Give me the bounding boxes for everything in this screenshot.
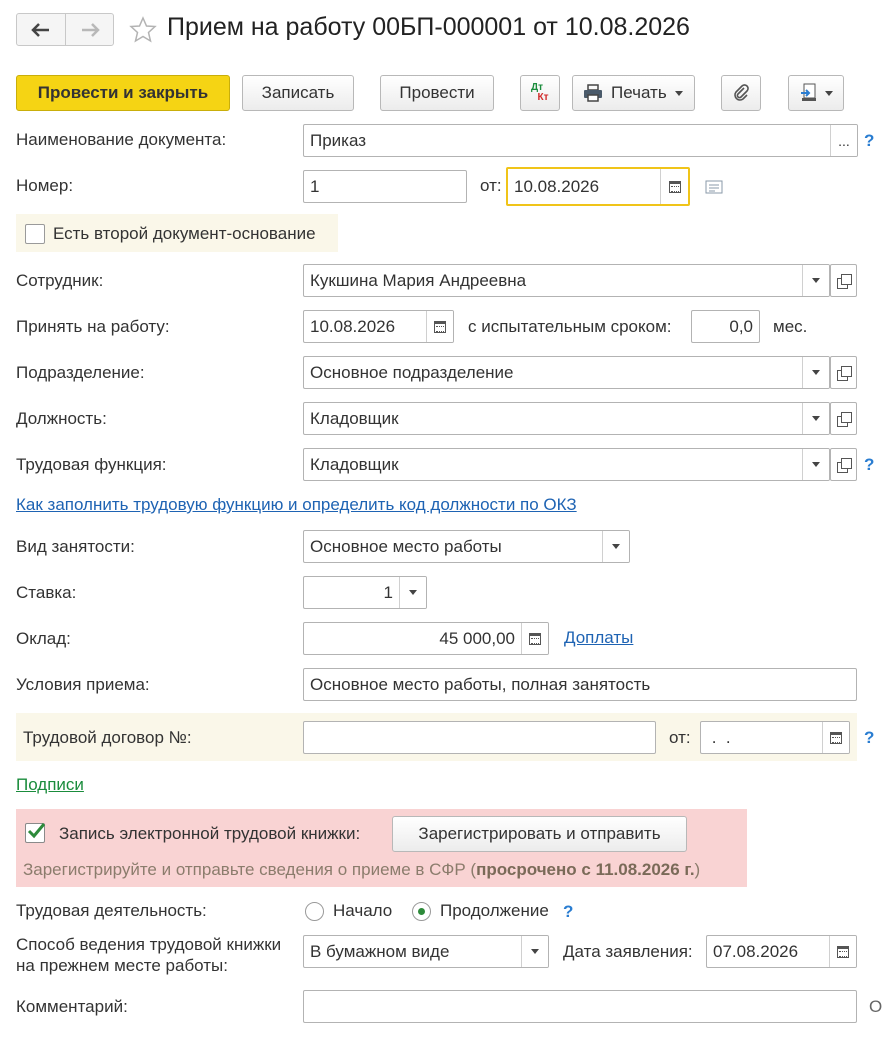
register-and-send-button[interactable]: Зарегистрировать и отправить: [392, 816, 687, 852]
hire-label: Принять на работу:: [16, 317, 170, 336]
activity-start-radio[interactable]: [305, 902, 324, 921]
months-label: мес.: [773, 317, 808, 336]
help-icon[interactable]: ?: [864, 728, 875, 747]
arrow-right-icon: [80, 23, 100, 37]
dept-open-button[interactable]: [830, 356, 857, 389]
second-basis-checkbox[interactable]: [25, 224, 45, 244]
doc-name-value: Приказ: [310, 130, 367, 150]
book-method-label-line2: на прежнем месте работы:: [16, 956, 228, 975]
open-window-icon: [837, 412, 851, 426]
position-open-button[interactable]: [830, 402, 857, 435]
dept-value: Основное подразделение: [310, 362, 514, 382]
probation-label: с испытательным сроком:: [468, 317, 672, 336]
dt-label: Дт: [530, 82, 544, 93]
activity-label: Трудовая деятельность:: [16, 901, 207, 920]
open-window-icon: [837, 458, 851, 472]
dept-field[interactable]: [303, 356, 830, 389]
dept-dropdown-button[interactable]: [802, 357, 829, 388]
employee-label: Сотрудник:: [16, 271, 104, 290]
document-export-icon: [799, 83, 819, 103]
rate-value: 1: [383, 582, 393, 602]
chevron-down-icon: [531, 949, 539, 954]
salary-value: 45 000,00: [439, 628, 515, 648]
dept-label: Подразделение:: [16, 363, 145, 382]
contract-number-field[interactable]: [303, 721, 656, 754]
contract-date-value: . .: [707, 727, 731, 747]
rate-field[interactable]: [303, 576, 427, 609]
help-icon[interactable]: ?: [563, 902, 574, 921]
employee-value: Кукшина Мария Андреевна: [310, 270, 527, 290]
labor-function-field[interactable]: [303, 448, 830, 481]
contract-from-label: от:: [669, 728, 691, 747]
arrow-left-icon: [31, 23, 51, 37]
conditions-value: Основное место работы, полная занятость: [310, 674, 651, 694]
calendar-icon: [669, 181, 681, 193]
print-button[interactable]: [572, 75, 695, 111]
etk-warning-main: Зарегистрируйте и отправьте сведения о приеме в СФР (: [23, 860, 477, 879]
etk-label: Запись электронной трудовой книжки:: [59, 824, 361, 843]
contract-label: Трудовой договор №:: [23, 728, 192, 747]
calendar-button[interactable]: [660, 169, 688, 204]
page-title: Прием на работу 00БП-000001 от 10.08.2026: [167, 13, 690, 41]
conditions-label: Условия приема:: [16, 675, 150, 694]
list-icon[interactable]: [705, 180, 723, 194]
etk-warning-text: [23, 860, 700, 880]
post-button[interactable]: Провести: [380, 75, 494, 111]
position-value: Кладовщик: [310, 408, 399, 428]
calendar-icon: [434, 321, 446, 333]
activity-start-label[interactable]: Начало: [333, 901, 393, 920]
probation-field[interactable]: [691, 310, 760, 343]
employment-type-dropdown-button[interactable]: [602, 531, 629, 562]
chevron-down-icon: [812, 278, 820, 283]
document-date-field[interactable]: [506, 167, 690, 206]
hire-date-value: 10.08.2026: [310, 316, 396, 336]
document-date-value: 10.08.2026: [514, 176, 600, 196]
employment-type-label: Вид занятости:: [16, 537, 135, 556]
calculator-icon: [529, 633, 541, 645]
position-label: Должность:: [16, 409, 107, 428]
etk-warning-end: ): [694, 860, 701, 879]
calendar-icon: [837, 946, 849, 958]
printer-icon: [583, 84, 603, 102]
ellipsis-icon: ...: [838, 132, 850, 149]
save-button[interactable]: Записать: [242, 75, 354, 111]
etk-overdue: просрочено с 11.08.2026 г.: [476, 860, 695, 879]
chevron-down-icon: [812, 416, 820, 421]
employee-field[interactable]: [303, 264, 830, 297]
doc-name-field[interactable]: [303, 124, 858, 157]
salary-label: Оклад:: [16, 629, 71, 648]
chevron-down-icon: [812, 370, 820, 375]
calendar-button[interactable]: [426, 311, 453, 342]
post-and-close-button[interactable]: Провести и закрыть: [16, 75, 230, 111]
application-date-field[interactable]: [706, 935, 857, 968]
book-method-dropdown-button[interactable]: [521, 936, 548, 967]
employee-dropdown-button[interactable]: [802, 265, 829, 296]
date-from-label: от:: [480, 176, 502, 195]
activity-continue-label[interactable]: Продолжение: [440, 901, 549, 920]
comment-field[interactable]: [303, 990, 857, 1023]
conditions-field[interactable]: [303, 668, 857, 701]
application-date-label: Дата заявления:: [563, 942, 693, 961]
comment-label: Комментарий:: [16, 997, 128, 1016]
kt-label: Кт: [537, 92, 549, 103]
hire-date-field[interactable]: [303, 310, 454, 343]
open-window-icon: [837, 274, 851, 288]
calendar-icon: [830, 732, 842, 744]
doc-name-label: Наименование документа:: [16, 130, 227, 149]
calendar-button[interactable]: [829, 936, 856, 967]
help-icon[interactable]: ?: [864, 455, 875, 474]
chevron-down-icon: [612, 544, 620, 549]
employee-open-button[interactable]: [830, 264, 857, 297]
probation-value: 0,0: [729, 316, 753, 336]
employment-type-value: Основное место работы: [310, 536, 502, 556]
export-button[interactable]: [788, 75, 844, 111]
okz-help-link[interactable]: Как заполнить трудовую функцию и определить код должности по ОКЗ: [16, 495, 577, 514]
print-label: Печать: [611, 83, 667, 102]
star-icon[interactable]: [129, 16, 157, 43]
signatures-link[interactable]: Подписи: [16, 775, 84, 794]
allowances-link[interactable]: Доплаты: [564, 628, 634, 647]
number-field[interactable]: [303, 170, 467, 203]
labor-function-dropdown-button[interactable]: [802, 449, 829, 480]
forward-button[interactable]: [66, 14, 114, 45]
labor-function-label: Трудовая функция:: [16, 455, 167, 474]
book-method-label-line1: Способ ведения трудовой книжки: [16, 935, 282, 954]
rate-label: Ставка:: [16, 583, 77, 602]
paperclip-icon: [732, 84, 750, 102]
rate-dropdown-button[interactable]: [399, 577, 426, 608]
open-window-icon: [837, 366, 851, 380]
number-label: Номер:: [16, 176, 74, 195]
salary-field[interactable]: [303, 622, 549, 655]
etk-checkbox[interactable]: [25, 823, 45, 843]
book-method-value: В бумажном виде: [310, 941, 450, 961]
contract-date-field[interactable]: [700, 721, 850, 754]
help-icon[interactable]: ?: [864, 131, 875, 150]
application-date-value: 07.08.2026: [713, 941, 799, 961]
chevron-down-icon: [409, 590, 417, 595]
nav-buttons: [16, 13, 114, 46]
second-basis-label[interactable]: Есть второй документ-основание: [53, 224, 316, 243]
back-button[interactable]: [17, 14, 66, 45]
book-method-field[interactable]: [303, 935, 549, 968]
comment-edge-char: О: [869, 997, 883, 1016]
activity-continue-radio[interactable]: [412, 902, 431, 921]
labor-function-value: Кладовщик: [310, 454, 399, 474]
checkmark-icon: [26, 821, 46, 841]
number-value: 1: [310, 176, 320, 196]
position-field[interactable]: [303, 402, 830, 435]
employment-type-field[interactable]: [303, 530, 630, 563]
chevron-down-icon: [812, 462, 820, 467]
chevron-down-icon: [675, 91, 683, 96]
position-dropdown-button[interactable]: [802, 403, 829, 434]
select-more-button[interactable]: [830, 125, 857, 156]
calendar-button[interactable]: [822, 722, 849, 753]
labor-function-open-button[interactable]: [830, 448, 857, 481]
attach-button[interactable]: [721, 75, 761, 111]
calculator-button[interactable]: [521, 623, 548, 654]
dt-kt-button[interactable]: [520, 75, 560, 111]
chevron-down-icon: [825, 91, 833, 96]
